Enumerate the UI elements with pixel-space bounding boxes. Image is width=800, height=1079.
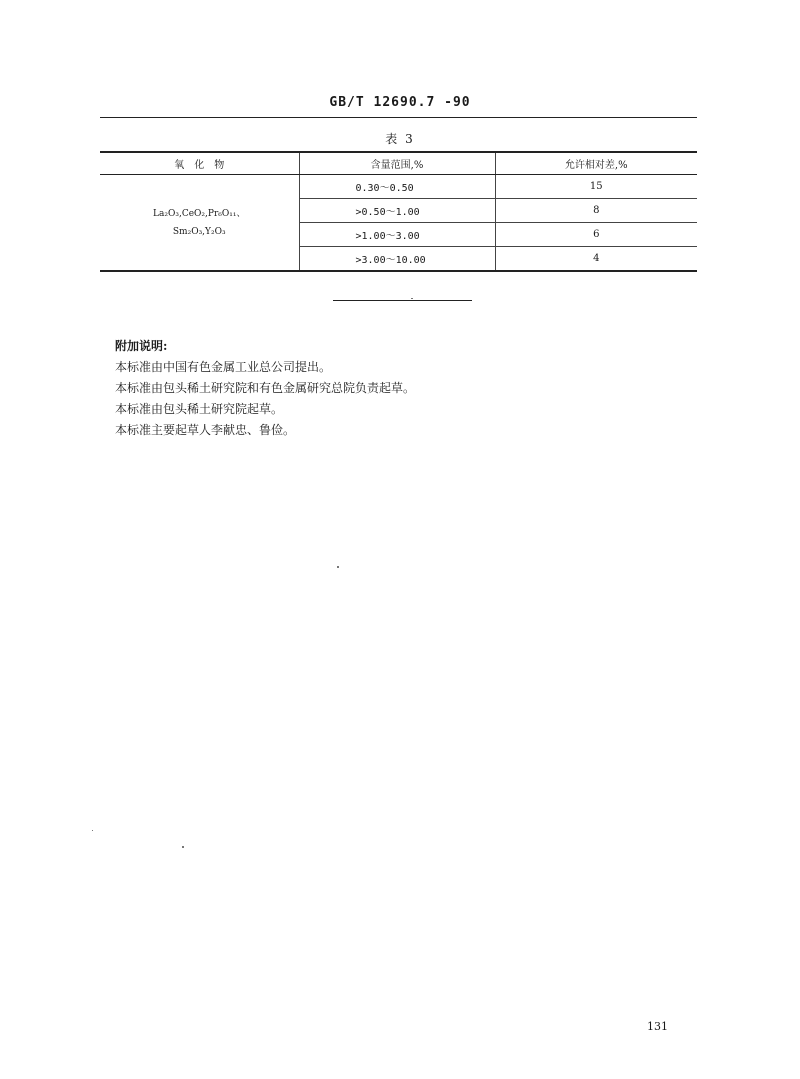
diff-cell: 4 (495, 247, 697, 272)
additional-notes (115, 336, 675, 441)
column-header-range: 含量范围,% (299, 152, 495, 175)
end-of-standard-rule (333, 300, 472, 301)
tolerance-table (100, 151, 697, 272)
notes-line: 本标准由包头稀土研究院起草。 (115, 402, 284, 416)
oxide-cell (100, 175, 299, 272)
scan-speck (92, 830, 93, 831)
header-rule (100, 117, 697, 118)
range-cell: >0.50～1.00 (299, 199, 495, 223)
table-row (100, 175, 697, 199)
notes-title: 附加说明: (115, 339, 168, 353)
diff-cell: 15 (495, 175, 697, 199)
notes-line: 本标准由中国有色金属工业总公司提出。 (115, 360, 332, 374)
standard-code: GB/T 12690.7 -90 (329, 95, 471, 110)
table-caption: 表 3 (385, 132, 415, 146)
scan-speck (411, 298, 413, 299)
column-header-oxide: 氧 化 物 (100, 152, 299, 175)
range-cell: 0.30～0.50 (299, 175, 495, 199)
column-header-diff: 允许相对差,% (495, 152, 697, 175)
page-number: 131 (647, 1020, 668, 1033)
oxide-line: La₂O₃,CeO₂,Pr₆O₁₁、 (153, 208, 246, 219)
scan-speck (337, 566, 339, 568)
diff-cell: 6 (495, 223, 697, 247)
oxide-line: Sm₂O₃,Y₂O₃ (172, 226, 226, 237)
table-header-row (100, 152, 697, 175)
notes-line: 本标准由包头稀土研究院和有色金属研究总院负责起草。 (115, 381, 416, 395)
notes-line: 本标准主要起草人李献忠、鲁俭。 (115, 423, 296, 437)
range-cell: >3.00～10.00 (299, 247, 495, 272)
diff-cell: 8 (495, 199, 697, 223)
range-cell: >1.00～3.00 (299, 223, 495, 247)
scan-speck (182, 846, 184, 848)
